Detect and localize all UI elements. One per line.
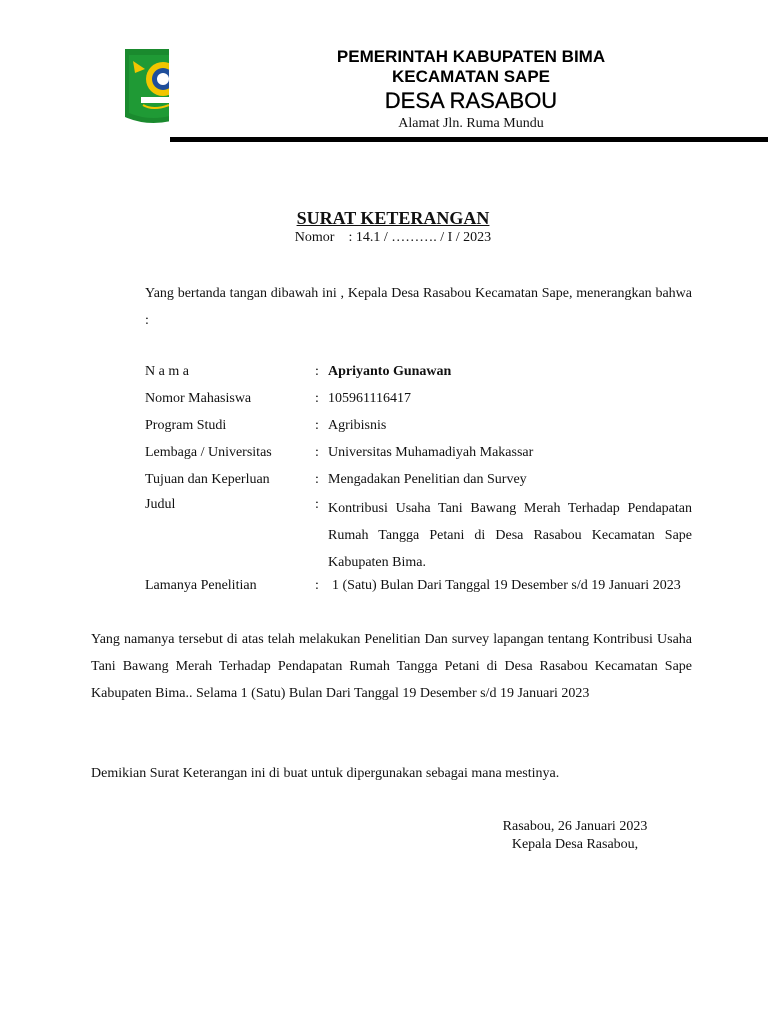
document-title: SURAT KETERANGAN [296, 208, 490, 228]
field-value-lembaga: Universitas Muhamadiyah Makassar [328, 445, 534, 460]
field-colon: : [315, 364, 319, 379]
intro-paragraph: Yang bertanda tangan dibawah ini , Kepala Desa Rasabou Kecamatan Sape, menerangkan bahwa : [145, 286, 692, 328]
field-label-prodi: Program Studi [145, 418, 227, 433]
field-value-prodi: Agribisnis [328, 418, 387, 433]
field-value-tujuan: Mengadakan Penelitian dan Survey [328, 472, 527, 487]
field-value-lama: 1 (Satu) Bulan Dari Tanggal 19 Desember s/d 19 Januari 2023 [332, 578, 681, 593]
field-colon: : [315, 418, 319, 433]
field-label-tujuan: Tujuan dan Keperluan [145, 472, 270, 487]
field-label-nim: Nomor Mahasiswa [145, 391, 252, 406]
signature-position: Kepala Desa Rasabou, [511, 837, 639, 852]
field-label-lembaga: Lembaga / Universitas [145, 445, 272, 460]
field-label-nama: N a m a [145, 364, 189, 379]
signature-place-date: Rasabou, 26 Januari 2023 [502, 819, 648, 834]
letterhead-district: KECAMATAN SAPE [391, 67, 551, 86]
field-value-judul: Kontribusi Usaha Tani Bawang Merah Terhadap Pendapatan Rumah Tangga Petani di Desa Rasabou Kecamatan Sape Kabupaten Bima. [328, 501, 692, 570]
letterhead-village: DESA RASABOU [384, 88, 558, 113]
letterhead-government: PEMERINTAH KABUPATEN BIMA [336, 47, 606, 66]
field-colon: : [315, 391, 319, 406]
letterhead-divider [170, 137, 768, 142]
closing-paragraph: Demikian Surat Keterangan ini di buat untuk dipergunakan sebagai mana mestinya. [91, 766, 560, 781]
body-paragraph: Yang namanya tersebut di atas telah melakukan Penelitian Dan survey lapangan tentang Kontribusi Usaha Tani Bawang Merah Terhadap Pendapatan Rumah Tangga Petani di Desa Rasabou Kecamatan Sape Kabupaten Bima.. Selama 1 (Satu) Bulan Dari Tanggal 19 Desember s/d 19 Januari 2023 [91, 632, 692, 701]
field-colon: : [315, 578, 319, 593]
field-value-nama: Apriyanto Gunawan [328, 364, 452, 379]
document-number: Nomor : 14.1 / ………. / I / 2023 [294, 230, 492, 245]
field-colon: : [315, 472, 319, 487]
regency-logo [123, 47, 169, 127]
field-label-judul: Judul [145, 497, 176, 512]
field-colon: : [315, 445, 319, 460]
field-label-lama: Lamanya Penelitian [145, 578, 257, 593]
letterhead-address: Alamat Jln. Ruma Mundu [398, 116, 544, 131]
field-colon: : [315, 497, 319, 512]
field-value-nim: 105961116417 [328, 391, 411, 406]
